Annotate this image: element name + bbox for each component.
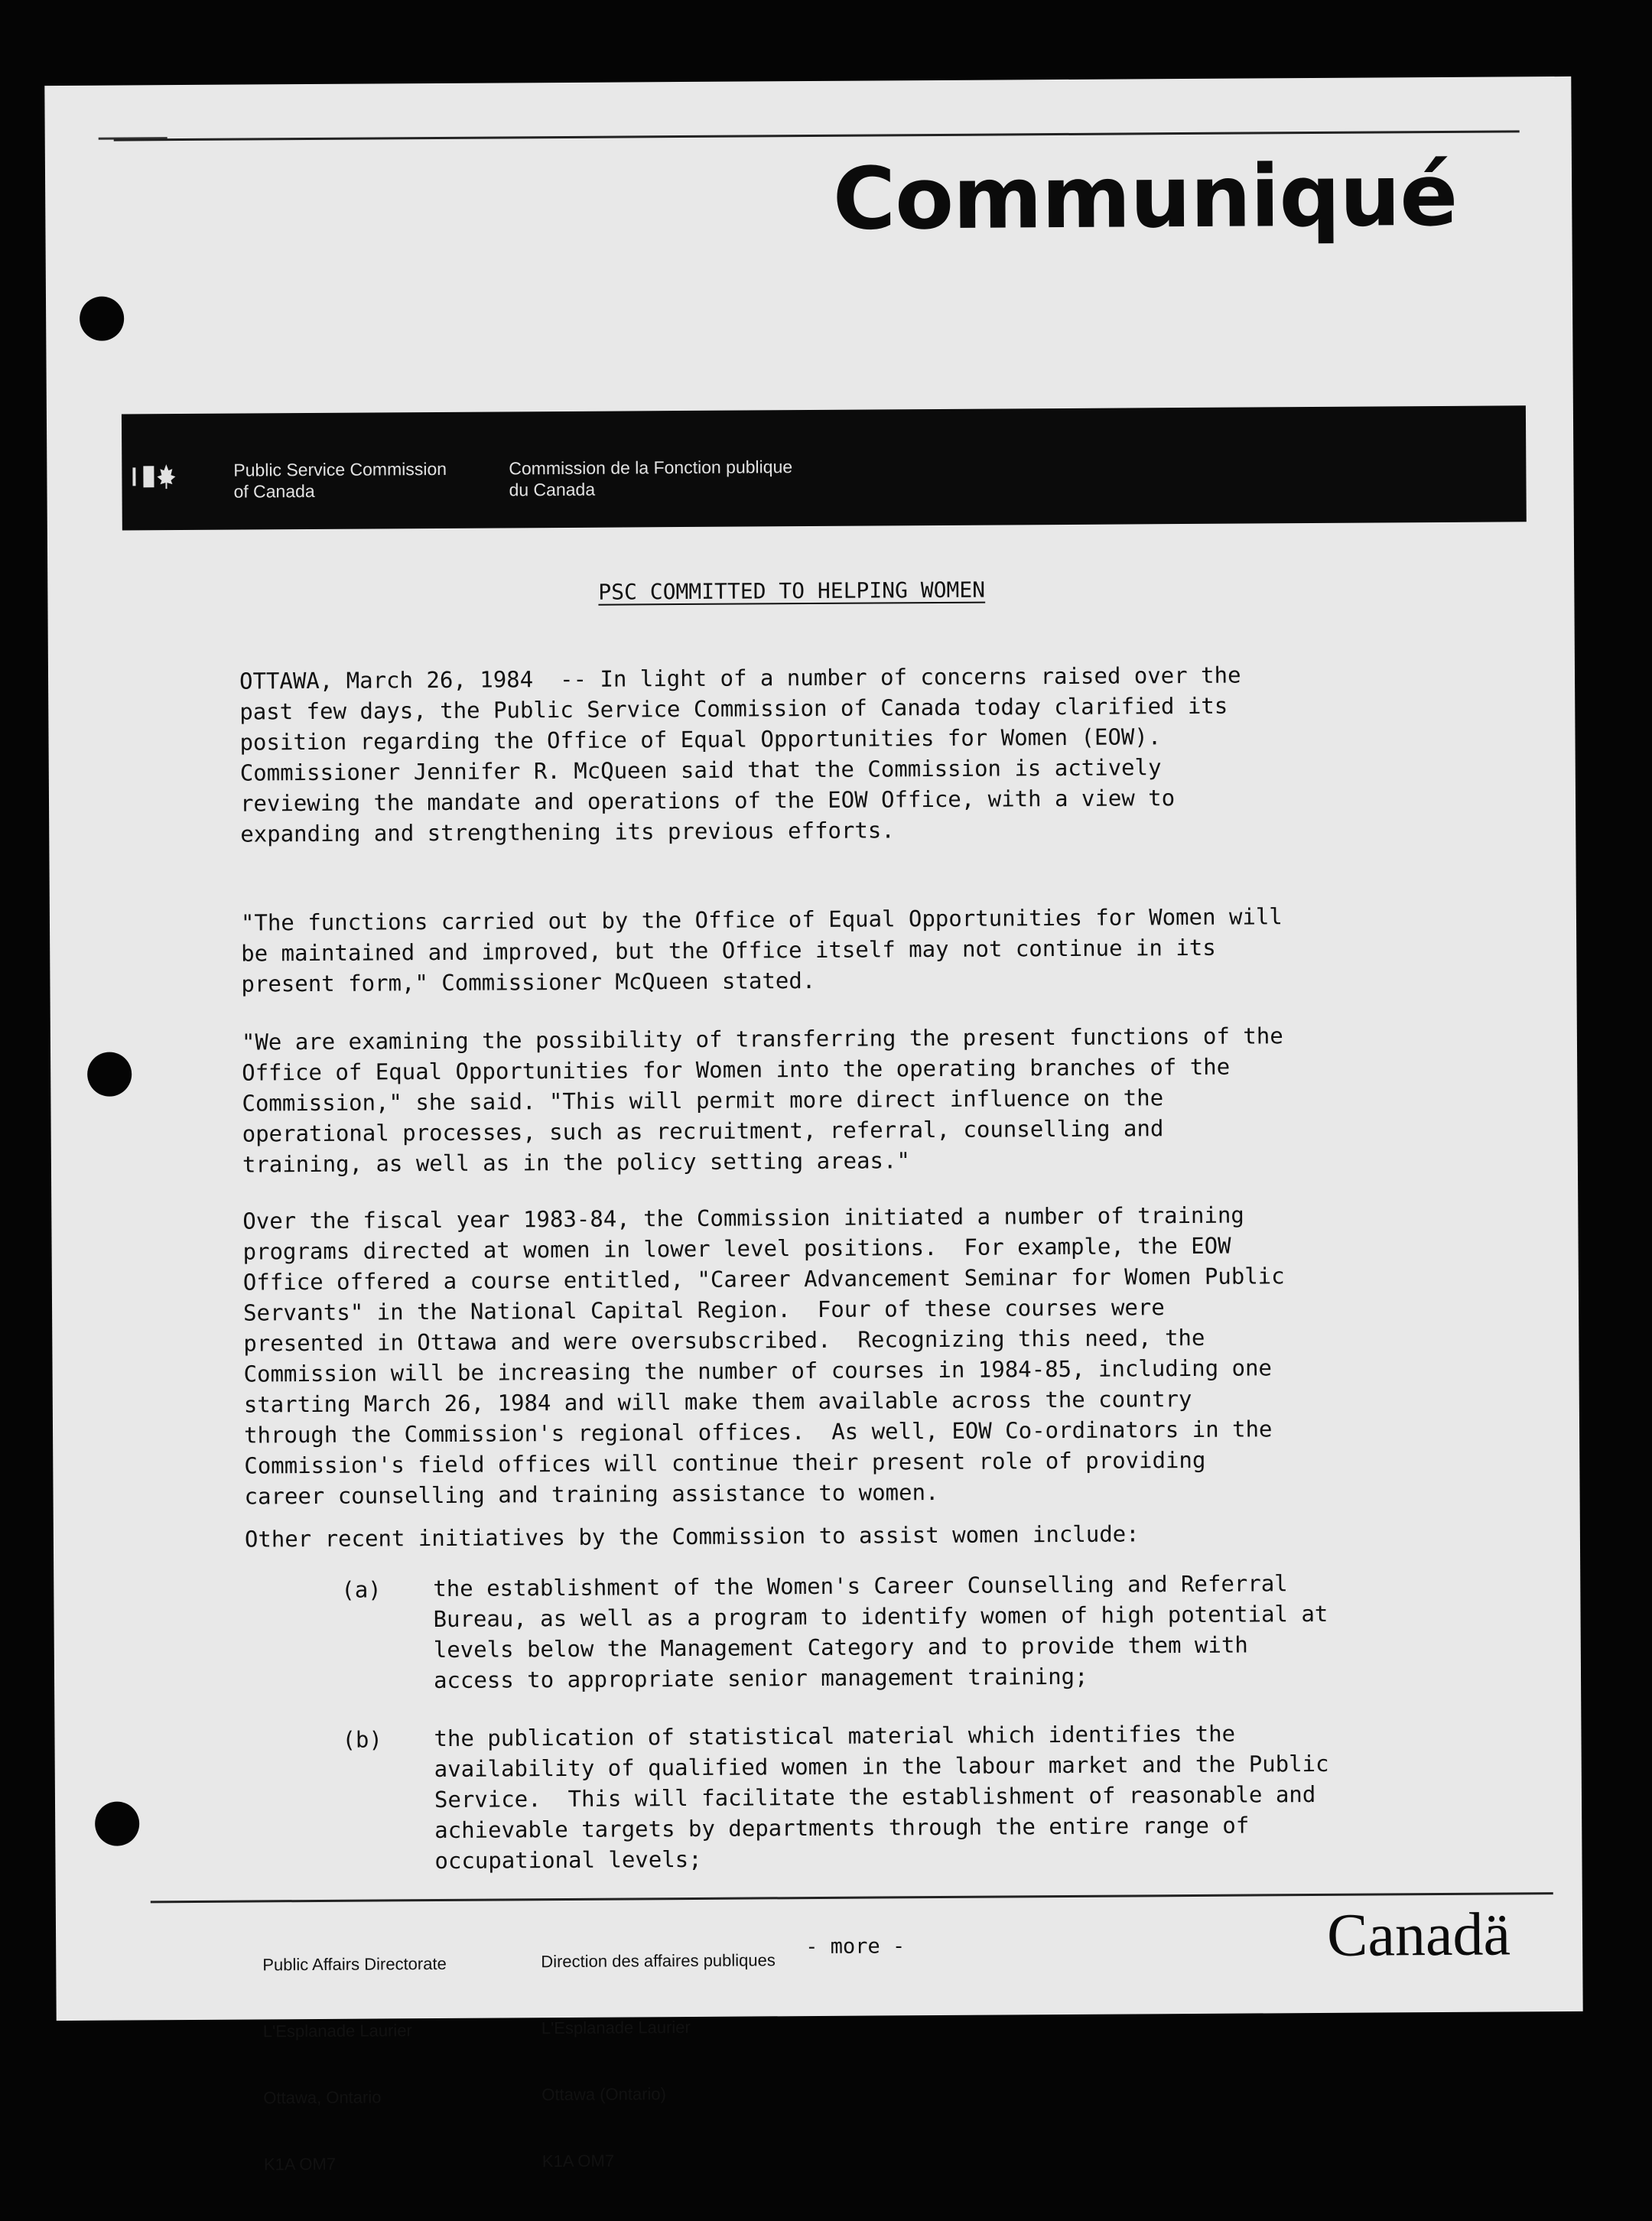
paragraph-2: "The functions carried out by the Office of Equal Opportunities for Women will be maintained and improved, but the Office itself may not continue in its present form," Commissioner McQueen stated. [240, 903, 1283, 997]
paragraph-4: Over the fiscal year 1983-84, the Commission initiated a number of training programs directed at women in lower level positions. For example, the EOW Office offered a course entitled, "Career Advancement Seminar for Women Public Servants" in the National Capital Region. Four of these courses were presented in Ottawa and were oversubscribed. Recognizing this need, the Commission will be increasing the number of courses in 1984-85, including one starting March 26, 1984 and will make them available across the country through the Commission's regional offices. As well, EOW Co-ordinators in the Commission's field offices will continue their present role of providing career counselling and training assistance to women. [242, 1202, 1285, 1510]
footer-french-line-2: L'Esplanade Laurier [541, 2018, 691, 2038]
punch-hole-bottom [95, 1801, 139, 1845]
item-a-label: (a) [341, 1576, 382, 1603]
footer-english-line-1: Public Affairs Directorate [262, 1953, 447, 1975]
document-page [44, 76, 1582, 2174]
more-indicator: - more - [805, 1934, 906, 1959]
paragraph-1: OTTAWA, March 26, 1984 -- In light of a number of concerns raised over the past few days, the Public Service Commission of Canada today clarified its position regarding the Office of Equal Opportunities for Women (EOW). Commissioner Jennifer R. McQueen said that the Commission is actively reviewing the mandate and operations of the EOW Office, with a view to expanding and strengthening its previous efforts. [239, 662, 1241, 847]
canada-flag-icon [132, 461, 177, 492]
banner-english-line-1: Public Service Commission [233, 458, 447, 480]
footer-english-address [262, 1908, 448, 2219]
banner-english-line-2: of Canada [233, 480, 315, 502]
paragraph-5: Other recent initiatives by the Commission to assist women include: [244, 1520, 1140, 1553]
communique-title: Communiqué [832, 145, 1458, 249]
item-b-text: the publication of statistical material which identifies the availability of qualified women in the labour market and the Public Service. This will facilitate the establishment of reasonable and achievable targets by departments through the entire range of occupational levels; [434, 1720, 1329, 1875]
footer-french-line-3: Ottawa (Ontario) [541, 2084, 667, 2105]
psc-banner [122, 405, 1527, 530]
document-heading: PSC COMMITTED TO HELPING WOMEN [598, 577, 986, 605]
item-a-text: the establishment of the Women's Career Counselling and Referral Bureau, as well as a program to identify women of high potential at levels below the Management Category and to provide them with access to appropriate senior management training; [433, 1570, 1328, 1694]
punch-hole-middle [87, 1052, 132, 1096]
banner-french-line-1: Commission de la Fonction publique [509, 457, 793, 479]
banner-french [509, 456, 792, 500]
paragraph-3: "We are examining the possibility of transferring the present functions of the Office of Equal Opportunities for Women into the operating branches of the Commission," she said. "This will permit more direct influence on the operational processes, such as recruitment, referral, counselling and training, as well as in the policy setting areas." [241, 1023, 1283, 1178]
item-b-label: (b) [342, 1726, 383, 1753]
punch-hole-top [80, 296, 124, 340]
footer-french-line-4: K1A OM7 [541, 2151, 615, 2171]
banner-english [233, 458, 447, 502]
footer-english-line-3: Ottawa, Ontario [263, 2087, 382, 2108]
footer-english-line-4: K1A OM7 [263, 2154, 337, 2174]
canada-wordmark: Canadä [1326, 1901, 1511, 1969]
banner-french-line-2: du Canada [509, 479, 596, 500]
top-rule [114, 130, 1520, 141]
footer-english-line-2: L'Esplanade Laurier [262, 2021, 412, 2041]
footer-french-line-1: Direction des affaires publiques [541, 1950, 776, 1972]
footer-french-address [541, 1904, 777, 2216]
